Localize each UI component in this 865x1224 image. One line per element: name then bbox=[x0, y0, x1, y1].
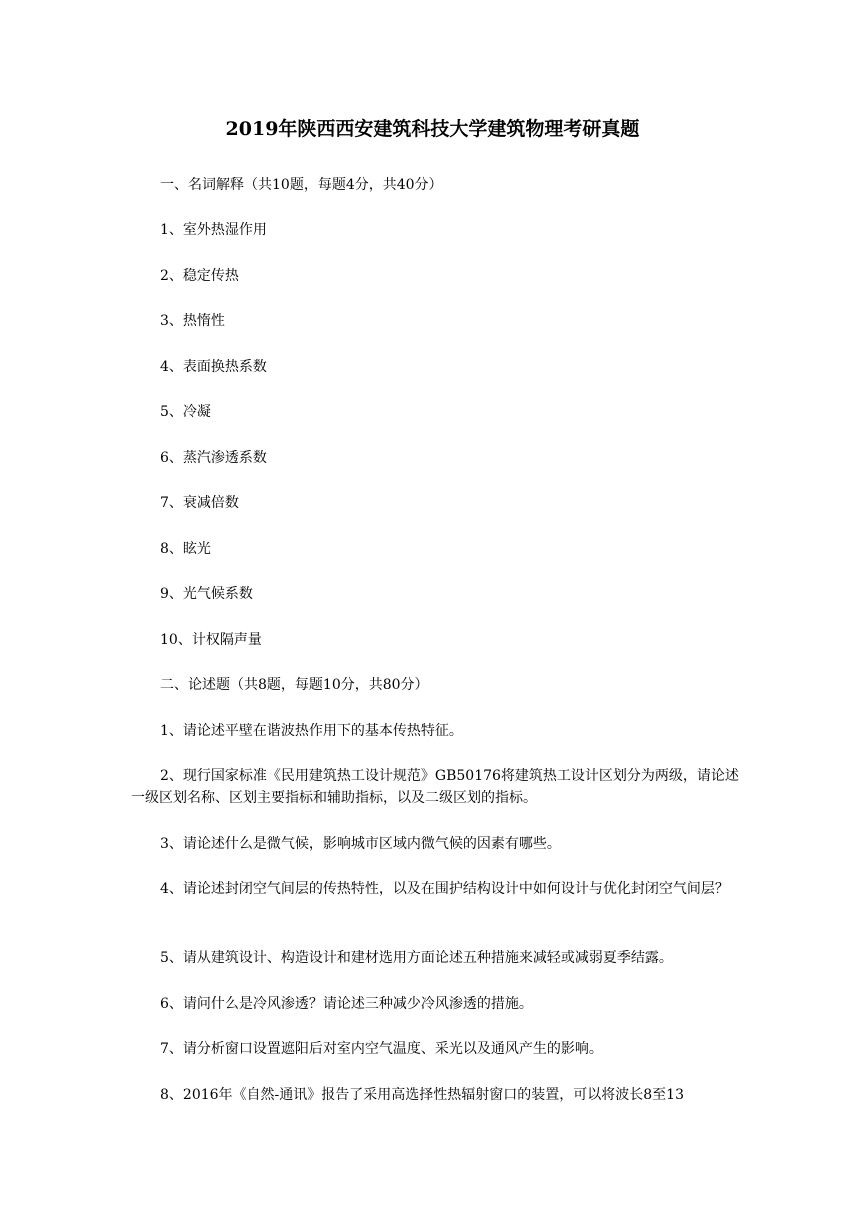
section-1-item-8: 8、眩光 bbox=[160, 541, 211, 557]
section-2-item-4: 4、请论述封闭空气间层的传热特性，以及在围护结构设计中如何设计与优化封闭空气间层？ bbox=[160, 881, 729, 897]
section-2-item-2: 2、现行国家标准《民用建筑热工设计规范》GB50176将建筑热工设计区划分为两级，请论述一级区划名称、区划主要指标和辅助指标，以及二级区划的指标。 bbox=[131, 768, 739, 806]
section-2-item-1: 1、请论述平壁在谐波热作用下的基本传热特征。 bbox=[160, 723, 463, 739]
section-2-item-6: 6、请问什么是冷风渗透？请论述三种减少冷风渗透的措施。 bbox=[160, 996, 533, 1012]
section-1-item-6: 6、蒸汽渗透系数 bbox=[160, 450, 267, 466]
section-1-item-7: 7、衰减倍数 bbox=[160, 495, 239, 511]
section-1-item-1: 1、室外热湿作用 bbox=[160, 222, 267, 238]
section-2-item-7: 7、请分析窗口设置遮阳后对室内空气温度、采光以及通风产生的影响。 bbox=[160, 1041, 603, 1057]
section-1-item-9: 9、光气候系数 bbox=[160, 586, 253, 602]
section-1-item-2: 2、稳定传热 bbox=[160, 268, 239, 284]
section-2-item-8: 8、2016年《自然-通讯》报告了采用高选择性热辐射窗口的装置，可以将波长8至13 bbox=[160, 1087, 684, 1103]
section-2-item-5: 5、请从建筑设计、构造设计和建材选用方面论述五种措施来减轻或减弱夏季结露。 bbox=[160, 950, 673, 966]
section-1-heading: 一、名词解释（共10题，每题4分，共40分） bbox=[160, 177, 443, 193]
section-1-item-5: 5、冷凝 bbox=[160, 404, 211, 420]
section-1-item-3: 3、热惰性 bbox=[160, 313, 225, 329]
section-1-item-4: 4、表面换热系数 bbox=[160, 359, 267, 375]
section-2-item-3: 3、请论述什么是微气候，影响城市区域内微气候的因素有哪些。 bbox=[160, 836, 561, 852]
page-title: 2019年陕西西安建筑科技大学建筑物理考研真题 bbox=[225, 118, 640, 140]
section-1-item-10: 10、计权隔声量 bbox=[160, 632, 262, 648]
section-2-heading: 二、论述题（共8题，每题10分，共80分） bbox=[160, 677, 429, 693]
